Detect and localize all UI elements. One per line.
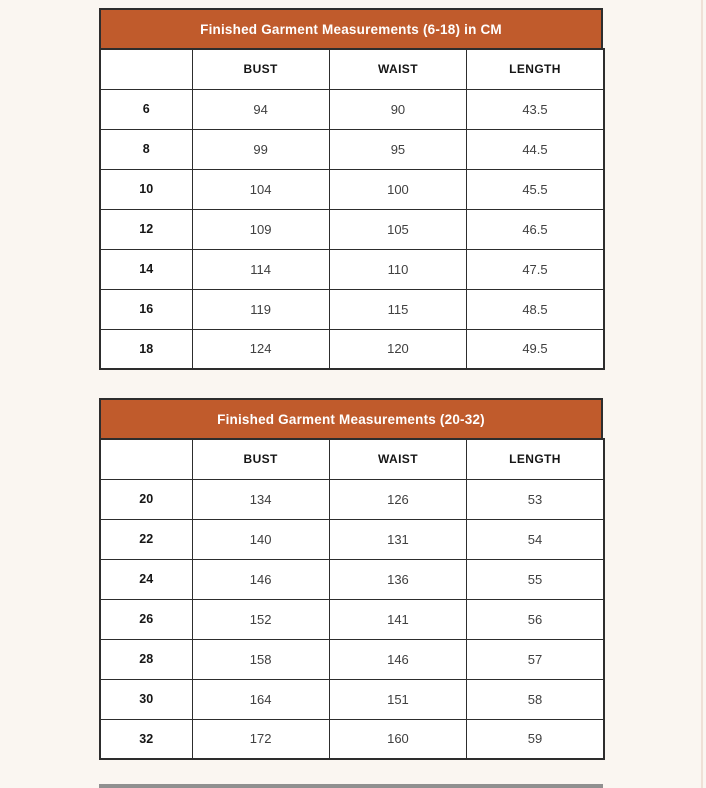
size-label: 22 bbox=[100, 519, 192, 559]
size-label: 18 bbox=[100, 329, 192, 369]
value-cell: 44.5 bbox=[467, 129, 604, 169]
value-cell: 134 bbox=[192, 479, 329, 519]
value-cell: 160 bbox=[329, 719, 466, 759]
value-cell: 45.5 bbox=[467, 169, 604, 209]
table-row bbox=[100, 639, 604, 679]
measurements-table bbox=[99, 438, 605, 760]
table-head bbox=[100, 439, 604, 479]
table-title: Finished Garment Measurements (20-32) bbox=[99, 398, 603, 438]
value-cell: 57 bbox=[467, 639, 604, 679]
table-body bbox=[100, 89, 604, 369]
value-cell: 55 bbox=[467, 559, 604, 599]
next-element-top-edge bbox=[99, 784, 603, 788]
column-header-waist: WAIST bbox=[329, 439, 466, 479]
size-label: 32 bbox=[100, 719, 192, 759]
table-body bbox=[100, 479, 604, 759]
value-cell: 105 bbox=[329, 209, 466, 249]
column-header-length: LENGTH bbox=[467, 439, 604, 479]
header-row bbox=[100, 439, 604, 479]
value-cell: 141 bbox=[329, 599, 466, 639]
table-row bbox=[100, 89, 604, 129]
value-cell: 100 bbox=[329, 169, 466, 209]
table-row bbox=[100, 519, 604, 559]
value-cell: 152 bbox=[192, 599, 329, 639]
value-cell: 119 bbox=[192, 289, 329, 329]
value-cell: 164 bbox=[192, 679, 329, 719]
value-cell: 110 bbox=[329, 249, 466, 289]
size-label: 14 bbox=[100, 249, 192, 289]
table-row bbox=[100, 169, 604, 209]
value-cell: 109 bbox=[192, 209, 329, 249]
value-cell: 172 bbox=[192, 719, 329, 759]
value-cell: 95 bbox=[329, 129, 466, 169]
size-table-20-32 bbox=[99, 398, 603, 760]
value-cell: 146 bbox=[329, 639, 466, 679]
value-cell: 53 bbox=[467, 479, 604, 519]
value-cell: 115 bbox=[329, 289, 466, 329]
table-row bbox=[100, 559, 604, 599]
size-label: 16 bbox=[100, 289, 192, 329]
value-cell: 90 bbox=[329, 89, 466, 129]
size-label: 28 bbox=[100, 639, 192, 679]
measurements-table bbox=[99, 48, 605, 370]
value-cell: 94 bbox=[192, 89, 329, 129]
column-header-size bbox=[100, 49, 192, 89]
table-row bbox=[100, 329, 604, 369]
value-cell: 56 bbox=[467, 599, 604, 639]
column-header-waist: WAIST bbox=[329, 49, 466, 89]
header-row bbox=[100, 49, 604, 89]
column-header-bust: BUST bbox=[192, 439, 329, 479]
value-cell: 158 bbox=[192, 639, 329, 679]
size-label: 12 bbox=[100, 209, 192, 249]
table-row bbox=[100, 679, 604, 719]
value-cell: 49.5 bbox=[467, 329, 604, 369]
value-cell: 99 bbox=[192, 129, 329, 169]
size-label: 8 bbox=[100, 129, 192, 169]
value-cell: 146 bbox=[192, 559, 329, 599]
value-cell: 114 bbox=[192, 249, 329, 289]
page-right-edge bbox=[701, 0, 703, 788]
table-row bbox=[100, 249, 604, 289]
value-cell: 54 bbox=[467, 519, 604, 559]
size-label: 6 bbox=[100, 89, 192, 129]
column-header-size bbox=[100, 439, 192, 479]
size-label: 24 bbox=[100, 559, 192, 599]
table-head bbox=[100, 49, 604, 89]
value-cell: 47.5 bbox=[467, 249, 604, 289]
value-cell: 46.5 bbox=[467, 209, 604, 249]
value-cell: 120 bbox=[329, 329, 466, 369]
value-cell: 151 bbox=[329, 679, 466, 719]
column-header-bust: BUST bbox=[192, 49, 329, 89]
value-cell: 59 bbox=[467, 719, 604, 759]
table-row bbox=[100, 209, 604, 249]
table-row bbox=[100, 599, 604, 639]
size-table-6-18 bbox=[99, 8, 603, 370]
value-cell: 104 bbox=[192, 169, 329, 209]
size-label: 20 bbox=[100, 479, 192, 519]
value-cell: 140 bbox=[192, 519, 329, 559]
size-label: 30 bbox=[100, 679, 192, 719]
table-title: Finished Garment Measurements (6-18) in CM bbox=[99, 8, 603, 48]
value-cell: 131 bbox=[329, 519, 466, 559]
value-cell: 124 bbox=[192, 329, 329, 369]
table-row bbox=[100, 479, 604, 519]
value-cell: 136 bbox=[329, 559, 466, 599]
size-label: 26 bbox=[100, 599, 192, 639]
table-row bbox=[100, 129, 604, 169]
column-header-length: LENGTH bbox=[467, 49, 604, 89]
size-label: 10 bbox=[100, 169, 192, 209]
value-cell: 58 bbox=[467, 679, 604, 719]
value-cell: 48.5 bbox=[467, 289, 604, 329]
table-row bbox=[100, 719, 604, 759]
table-row bbox=[100, 289, 604, 329]
value-cell: 126 bbox=[329, 479, 466, 519]
value-cell: 43.5 bbox=[467, 89, 604, 129]
